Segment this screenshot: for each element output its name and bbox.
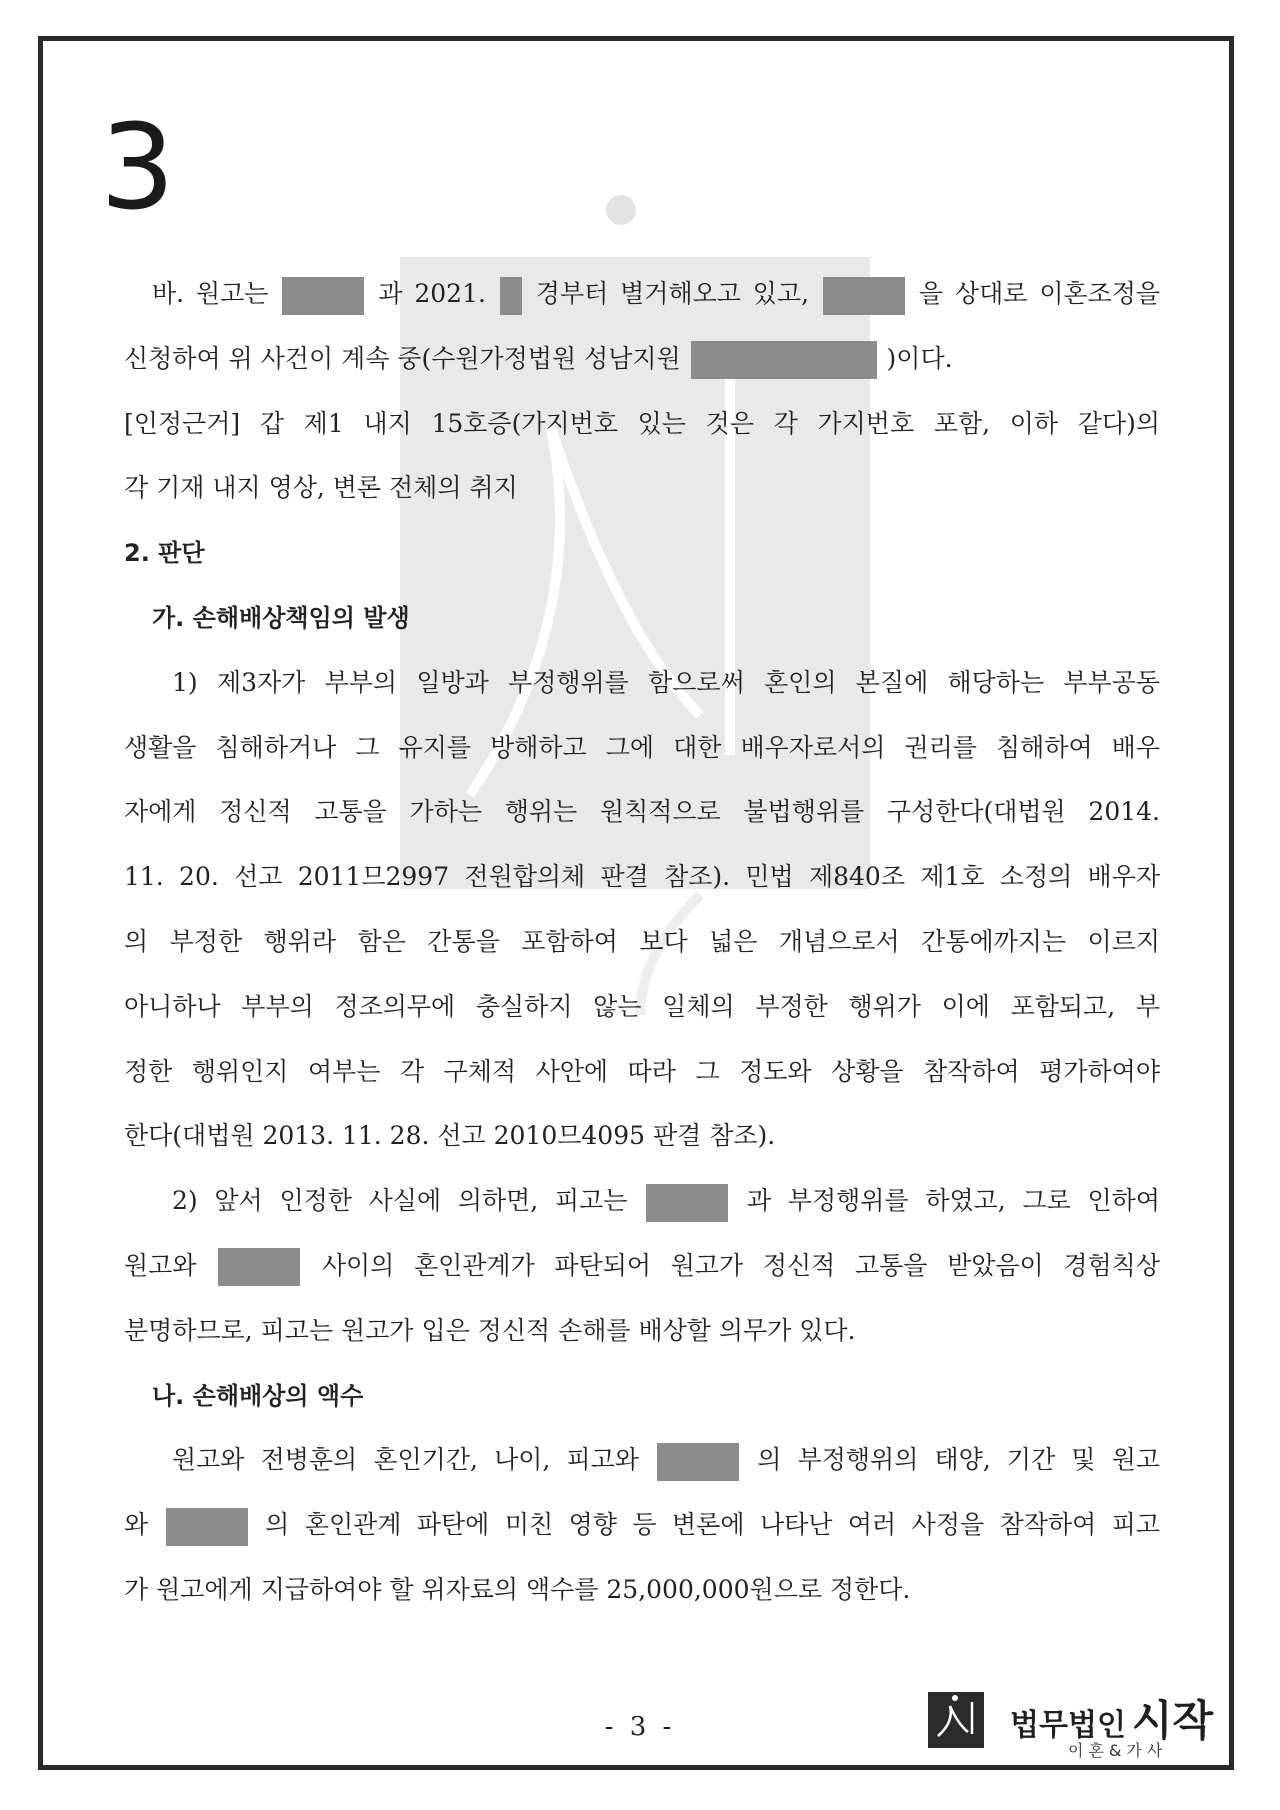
redaction-bar bbox=[218, 1248, 300, 1286]
redaction-bar bbox=[657, 1443, 739, 1481]
firm-logo-icon bbox=[928, 1692, 984, 1748]
text-span: 와 bbox=[124, 1510, 149, 1540]
text-span: 원고와 전병훈의 혼인기간, 나이, 피고와 bbox=[172, 1445, 639, 1475]
p3-line-2 bbox=[124, 1493, 1160, 1558]
redaction-bar bbox=[500, 277, 522, 315]
text-span: 의 혼인관계 파탄에 미친 영향 등 변론에 나타난 여러 사정을 참작하여 피고 bbox=[265, 1510, 1161, 1540]
text-span: 신청하여 위 사건이 계속 중(수원가정법원 성남지원 bbox=[124, 343, 681, 373]
text-span: 의 부정행위의 태양, 기간 및 원고 bbox=[757, 1445, 1161, 1475]
p1-line-4: 11. 20. 선고 2011므2997 전원합의체 판결 참조). 민법 제840조 제1호 소정의 배우자 bbox=[124, 862, 1160, 892]
text-span: 과 부정행위를 하였고, 그로 인하여 bbox=[746, 1186, 1160, 1216]
firm-logo bbox=[928, 1688, 1228, 1758]
p1-line-7: 정한 행위인지 여부는 각 구체적 사안에 따라 그 정도와 상황을 참작하여 평가하여야 bbox=[124, 1056, 1160, 1086]
text-span: 을 상대로 이혼조정을 bbox=[918, 279, 1161, 308]
evidence-line-2: 각 기재 내지 영상, 변론 전체의 취지 bbox=[124, 473, 518, 503]
redaction-bar bbox=[691, 341, 877, 379]
subsection-heading-amount: 나. 손해배상의 액수 bbox=[152, 1381, 364, 1410]
text-span: 2) 앞서 인정한 사실에 의하면, 피고는 bbox=[172, 1186, 628, 1216]
document-body bbox=[124, 262, 1160, 1623]
text-span: 바. 원고는 bbox=[152, 279, 269, 308]
p1-line-6: 아니하나 부부의 정조의무에 충실하지 않는 일체의 부정한 행위가 이에 포함되고, 부 bbox=[124, 991, 1160, 1021]
p2-line-3: 분명하므로, 피고는 원고가 입은 정신적 손해를 배상할 의무가 있다. bbox=[124, 1315, 856, 1345]
firm-tagline: 이혼&가사 bbox=[1068, 1741, 1168, 1760]
section-heading-judgment: 2. 판단 bbox=[124, 539, 205, 568]
page-number: - 3 - bbox=[604, 1712, 676, 1742]
p1-line-5: 의 부정한 행위라 함은 간통을 포함하여 보다 넓은 개념으로서 간통에까지는 이르지 bbox=[124, 926, 1160, 956]
p3-line-1 bbox=[124, 1428, 1160, 1493]
evidence-line-1: [인정근거] 갑 제1 내지 15호증(가지번호 있는 것은 각 가지번호 포함, 이하 같다)의 bbox=[124, 408, 1160, 438]
p2-line-1 bbox=[124, 1169, 1160, 1234]
text-span: )이다. bbox=[886, 343, 953, 373]
subsection-heading-liability: 가. 손해배상책임의 발생 bbox=[152, 603, 410, 632]
redaction-bar bbox=[646, 1184, 728, 1222]
redaction-bar bbox=[823, 277, 905, 315]
p1-line-2: 생활을 침해하거나 그 유지를 방해하고 그에 대한 배우자로서의 권리를 침해하여 배우 bbox=[124, 732, 1160, 762]
firm-logo-glyph bbox=[928, 1692, 984, 1748]
redaction-bar bbox=[282, 277, 364, 315]
redaction-bar bbox=[166, 1508, 248, 1546]
paragraph-ba-line-1 bbox=[124, 262, 1160, 327]
p3-line-3: 가 원고에게 지급하여야 할 위자료의 액수를 25,000,000원으로 정한다. bbox=[124, 1574, 911, 1604]
text-span: 사이의 혼인관계가 파탄되어 원고가 정신적 고통을 받았음이 경험칙상 bbox=[321, 1250, 1160, 1280]
firm-name-main: 시작 bbox=[1131, 1696, 1214, 1745]
firm-name-prefix: 법무법인 bbox=[1010, 1708, 1126, 1743]
p2-line-2 bbox=[124, 1234, 1160, 1299]
text-span: 과 2021. bbox=[378, 279, 486, 308]
p1-line-1: 1) 제3자가 부부의 일방과 부정행위를 함으로써 혼인의 본질에 해당하는 부부공동 bbox=[172, 667, 1160, 697]
text-span: 원고와 bbox=[124, 1250, 197, 1280]
page-marker: 3 bbox=[100, 98, 176, 236]
paragraph-ba-line-2 bbox=[124, 327, 1160, 392]
p1-line-8: 한다(대법원 2013. 11. 28. 선고 2010므4095 판결 참조). bbox=[124, 1121, 776, 1151]
p1-line-3: 자에게 정신적 고통을 가하는 행위는 원칙적으로 불법행위를 구성한다(대법원 2014. bbox=[124, 797, 1160, 827]
text-span: 경부터 별거해오고 있고, bbox=[535, 279, 810, 308]
